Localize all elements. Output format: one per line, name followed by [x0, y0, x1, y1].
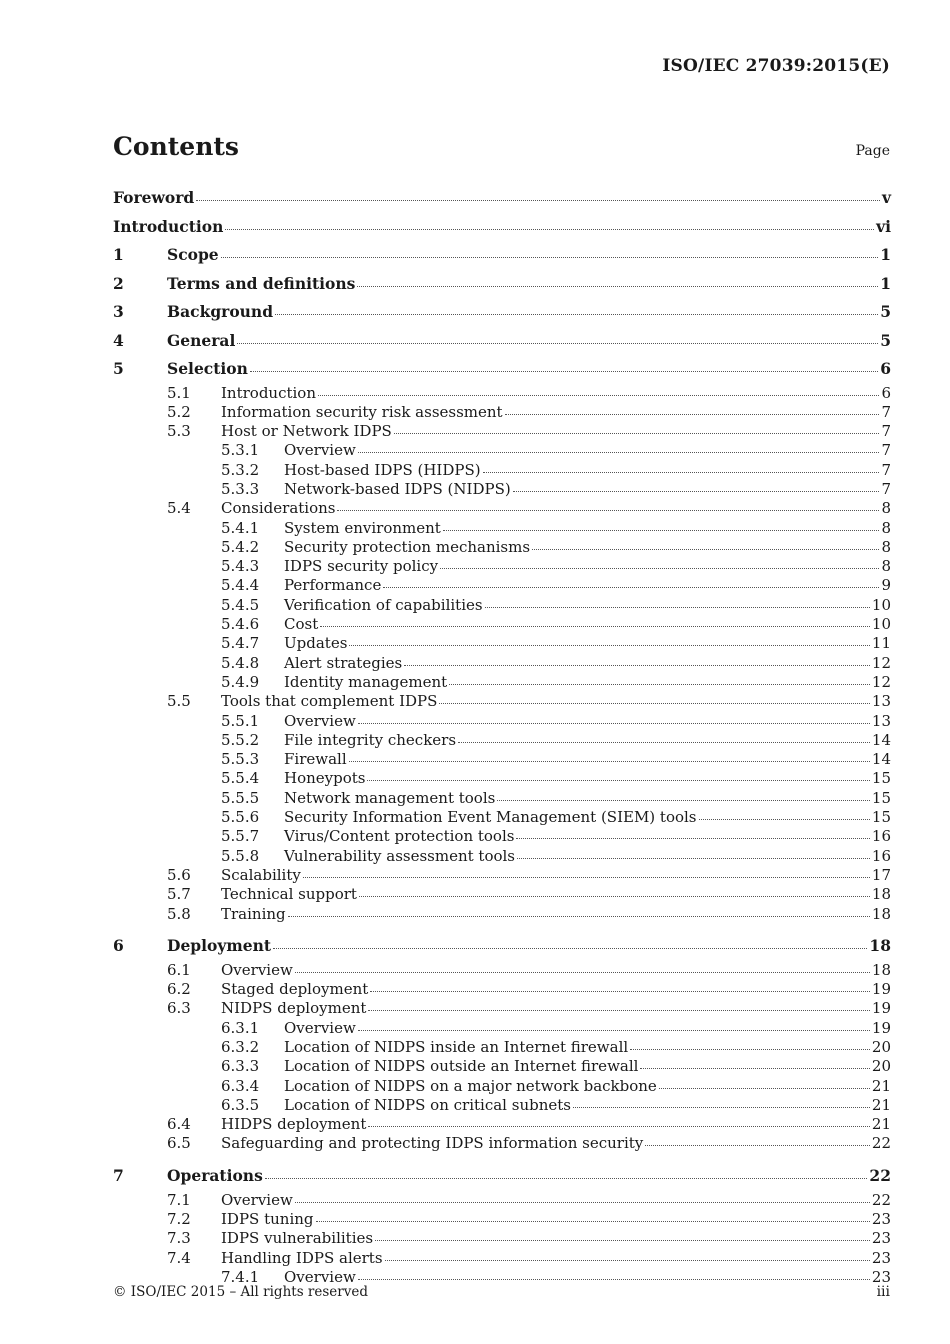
- footer-copyright: © ISO/IEC 2015 – All rights reserved: [113, 1284, 368, 1300]
- dot-leader: [505, 405, 880, 415]
- dot-leader: [513, 482, 880, 492]
- toc-entry-number: 5.5.6: [221, 808, 260, 827]
- toc-entry-title: Overview: [284, 1267, 356, 1286]
- toc-entry-page: 11: [871, 634, 891, 653]
- toc-entry-number: 5.8: [167, 904, 191, 923]
- toc-entry-title: IDPS security policy: [284, 557, 439, 576]
- toc-entry-number: 5.4.5: [221, 595, 260, 614]
- toc-entry[interactable]: [113, 1134, 891, 1153]
- toc-entry-title: Alert strategies: [284, 653, 403, 672]
- toc-entry-page: 19: [871, 999, 891, 1018]
- toc-entry-title: Scalability: [221, 865, 301, 884]
- toc-entry[interactable]: [113, 355, 891, 384]
- toc-entry[interactable]: [113, 1057, 891, 1076]
- toc-entry-number: 6.3.4: [221, 1076, 260, 1095]
- dot-leader: [645, 1136, 870, 1146]
- toc-entry-page: 17: [871, 865, 891, 884]
- dot-leader: [358, 1021, 870, 1031]
- toc-entry[interactable]: [113, 298, 891, 327]
- toc-entry[interactable]: [113, 1019, 891, 1038]
- page-column-label: Page: [855, 143, 890, 159]
- toc-entry-page: v: [881, 188, 891, 207]
- dot-leader: [316, 1212, 870, 1222]
- dot-leader: [265, 1169, 868, 1179]
- toc-entry-title: Updates: [284, 634, 348, 653]
- toc-entry-page: vi: [876, 216, 891, 236]
- toc-entry-title: Selection: [167, 359, 248, 378]
- dot-leader: [699, 810, 870, 820]
- toc-entry-number: 5.4.4: [221, 576, 260, 595]
- toc-entry-title: Training: [221, 904, 286, 923]
- toc-entry-page: 6: [880, 359, 891, 378]
- toc-entry-title: Identity management: [284, 672, 448, 691]
- dot-leader: [630, 1040, 870, 1050]
- toc-entry-number: 5.5.7: [221, 827, 260, 846]
- dot-leader: [250, 362, 878, 372]
- toc-entry[interactable]: [113, 1038, 891, 1057]
- dot-leader: [383, 578, 879, 588]
- toc-entry-page: 16: [871, 846, 891, 865]
- dot-leader: [367, 771, 869, 781]
- toc-entry-page: 13: [871, 692, 891, 711]
- toc-entry[interactable]: [113, 441, 891, 460]
- toc-entry-page: 18: [871, 960, 891, 979]
- toc-entry[interactable]: [113, 808, 891, 827]
- toc-entry-title: Network-based IDPS (NIDPS): [284, 479, 511, 498]
- page-title: Contents: [113, 132, 240, 161]
- toc-entry[interactable]: [113, 905, 891, 924]
- toc-entry-page: 23: [871, 1229, 891, 1248]
- toc-entry-number: 3: [113, 302, 124, 321]
- toc-entry-title: Terms and definitions: [167, 273, 356, 293]
- toc-entry-title: Staged deployment: [221, 980, 369, 999]
- toc-entry-title: Introduction: [221, 383, 316, 402]
- toc-entry-number: 6.3: [167, 999, 191, 1018]
- toc-entry-page: 7: [881, 479, 891, 498]
- toc-entry-title: Operations: [167, 1166, 263, 1186]
- toc-entry-title: General: [167, 330, 236, 350]
- dot-leader: [275, 305, 878, 315]
- dot-leader: [517, 849, 870, 859]
- toc-entry-title: Considerations: [221, 499, 336, 518]
- toc-entry-title: Tools that complement IDPS: [221, 692, 438, 711]
- document-id: ISO/IEC 27039:2015(E): [662, 56, 890, 76]
- toc-entry-page: 13: [871, 711, 891, 730]
- toc-entry-title: Location of NIDPS outside an Internet firewall: [284, 1057, 639, 1076]
- toc-entry-page: 20: [871, 1057, 891, 1076]
- toc-entry[interactable]: [113, 270, 891, 299]
- toc-entry-title: Safeguarding and protecting IDPS information security: [221, 1134, 644, 1153]
- toc-entry-page: 15: [871, 788, 891, 807]
- toc-entry[interactable]: [113, 461, 891, 480]
- toc-entry-page: 6: [881, 383, 891, 402]
- toc-entry[interactable]: [113, 615, 891, 634]
- dot-leader: [449, 675, 870, 685]
- toc-entry[interactable]: [113, 422, 891, 441]
- dot-leader: [349, 752, 870, 762]
- toc-entry-number: 5.4.1: [221, 518, 260, 537]
- toc-entry-page: 8: [881, 518, 891, 537]
- toc-entry-number: 6.2: [167, 980, 191, 999]
- dot-leader: [640, 1059, 869, 1069]
- toc-entry-number: 5.5.3: [221, 750, 260, 769]
- dot-leader: [295, 963, 870, 973]
- dot-leader: [358, 443, 880, 453]
- toc-entry-number: 5.4.2: [221, 537, 260, 556]
- toc-entry-number: 6.4: [167, 1115, 191, 1134]
- toc-entry[interactable]: [113, 480, 891, 499]
- toc-entry-page: 7: [881, 422, 891, 441]
- toc-entry[interactable]: [113, 596, 891, 615]
- footer-page-number: iii: [876, 1284, 890, 1300]
- toc-entry-number: 5.3.3: [221, 479, 260, 498]
- toc-entry-page: 1: [880, 273, 891, 293]
- toc-entry-title: Overview: [284, 441, 356, 460]
- toc-entry-title: Overview: [221, 960, 293, 979]
- toc-entry-page: 22: [871, 1134, 891, 1153]
- toc-entry-number: 1: [113, 245, 124, 264]
- toc-entry[interactable]: [113, 213, 891, 242]
- toc-entry-page: 5: [880, 330, 891, 350]
- toc-entry[interactable]: [113, 184, 891, 213]
- toc-entry-page: 9: [881, 576, 891, 595]
- toc-entry-page: 19: [871, 1018, 891, 1037]
- toc-entry-title: Location of NIDPS inside an Internet firewall: [284, 1038, 629, 1056]
- toc-entry-title: Overview: [284, 711, 356, 730]
- toc-entry[interactable]: [113, 750, 891, 769]
- toc-entry[interactable]: [113, 866, 891, 885]
- toc-entry-title: HIDPS deployment: [221, 1115, 367, 1134]
- dot-leader: [368, 1117, 870, 1127]
- dot-leader: [349, 636, 870, 646]
- toc-entry-page: 23: [871, 1267, 891, 1286]
- toc-entry-title: Vulnerability assessment tools: [284, 846, 515, 865]
- toc-entry-title: Firewall: [284, 750, 347, 769]
- toc-entry[interactable]: [113, 712, 891, 731]
- toc-entry[interactable]: [113, 731, 891, 750]
- dot-leader: [221, 248, 879, 258]
- dot-leader: [385, 1251, 870, 1261]
- toc-entry[interactable]: [113, 1191, 891, 1210]
- toc-entry-title: System environment: [284, 518, 441, 537]
- toc-entry-title: Host-based IDPS (HIDPS): [284, 460, 481, 479]
- toc-entry[interactable]: [113, 885, 891, 904]
- toc-entry[interactable]: [113, 634, 891, 653]
- toc-entry-page: 12: [871, 653, 891, 672]
- toc-entry[interactable]: [113, 932, 891, 961]
- dot-leader: [337, 501, 879, 511]
- toc-entry-title: Security Information Event Management (SIEM) tools: [284, 808, 697, 827]
- toc-entry-page: 7: [881, 441, 891, 460]
- toc-entry-page: 20: [871, 1038, 891, 1056]
- dot-leader: [273, 939, 867, 949]
- toc-entry-number: 7.4: [167, 1248, 191, 1267]
- toc-entry-number: 7.3: [167, 1229, 191, 1248]
- toc-entry-title: Introduction: [113, 216, 224, 236]
- toc-entry-number: 5.4.6: [221, 615, 260, 634]
- toc-entry[interactable]: [113, 1210, 891, 1229]
- dot-leader: [318, 386, 879, 396]
- toc-entry[interactable]: [113, 499, 891, 518]
- toc-entry-page: 7: [881, 402, 891, 421]
- toc-entry[interactable]: [113, 1229, 891, 1248]
- toc-entry-page: 16: [871, 827, 891, 846]
- toc-entry-page: 18: [871, 904, 891, 923]
- toc-entry-page: 8: [881, 557, 891, 576]
- toc-entry-page: 8: [881, 499, 891, 518]
- toc-entry-number: 5.3.2: [221, 460, 260, 479]
- dot-leader: [358, 1270, 870, 1280]
- toc-entry[interactable]: [113, 1077, 891, 1096]
- toc-entry-number: 6.5: [167, 1134, 191, 1153]
- toc-entry-title: NIDPS deployment: [221, 999, 367, 1018]
- dot-leader: [573, 1098, 870, 1108]
- toc-entry-number: 5.5: [167, 692, 191, 711]
- toc-entry-number: 5.6: [167, 865, 191, 884]
- dot-leader: [370, 982, 870, 992]
- dot-leader: [196, 191, 880, 201]
- toc-entry-title: Information security risk assessment: [221, 402, 503, 421]
- dot-leader: [375, 1231, 870, 1241]
- toc-entry-page: 14: [871, 750, 891, 769]
- toc-entry-title: Deployment: [167, 936, 272, 956]
- toc-entry-title: Location of NIDPS on a major network backbone: [284, 1076, 657, 1095]
- toc-entry-number: 6: [113, 936, 124, 956]
- toc-entry-number: 7: [113, 1166, 124, 1186]
- toc-entry-number: 5.4.8: [221, 653, 260, 672]
- dot-leader: [458, 733, 870, 743]
- toc-entry[interactable]: [113, 654, 891, 673]
- toc-entry[interactable]: [113, 241, 891, 270]
- toc-entry-title: Scope: [167, 245, 219, 264]
- toc-entry-page: 21: [871, 1076, 891, 1095]
- toc-entry[interactable]: [113, 999, 891, 1018]
- toc-entry-title: IDPS tuning: [221, 1210, 314, 1229]
- toc-entry[interactable]: [113, 403, 891, 422]
- toc-entry-number: 5.5.2: [221, 730, 260, 749]
- toc-entry[interactable]: [113, 519, 891, 538]
- toc-entry-title: Foreword: [113, 188, 195, 207]
- toc-entry-page: 10: [871, 615, 891, 634]
- toc-entry-title: Technical support: [221, 885, 357, 904]
- toc-entry[interactable]: [113, 538, 891, 557]
- toc-entry-number: 5.5.8: [221, 846, 260, 865]
- toc-entry[interactable]: [113, 673, 891, 692]
- toc-entry-number: 5.4.3: [221, 557, 260, 576]
- toc-entry-number: 5: [113, 359, 124, 378]
- toc-entry-page: 12: [871, 672, 891, 691]
- toc-entry-number: 7.4.1: [221, 1267, 260, 1286]
- dot-leader: [358, 714, 870, 724]
- toc-entry[interactable]: [113, 789, 891, 808]
- toc-entry[interactable]: [113, 1115, 891, 1134]
- toc-entry-page: 8: [881, 537, 891, 556]
- toc-entry-number: 7.1: [167, 1190, 191, 1209]
- dot-leader: [320, 617, 870, 627]
- dot-leader: [303, 868, 870, 878]
- toc-entry[interactable]: [113, 827, 891, 846]
- table-of-contents: [113, 184, 891, 1287]
- toc-entry[interactable]: [113, 692, 891, 711]
- toc-entry[interactable]: [113, 576, 891, 595]
- toc-entry-title: Overview: [221, 1190, 293, 1209]
- toc-entry-page: 23: [871, 1210, 891, 1229]
- toc-entry[interactable]: [113, 1096, 891, 1115]
- dot-leader: [440, 559, 879, 569]
- toc-entry-number: 5.3: [167, 422, 191, 441]
- toc-entry[interactable]: [113, 557, 891, 576]
- toc-entry-page: 22: [871, 1190, 891, 1209]
- toc-entry[interactable]: [113, 1249, 891, 1268]
- toc-entry-number: 5.4: [167, 499, 191, 518]
- toc-entry-number: 6.1: [167, 960, 191, 979]
- toc-entry-page: 5: [880, 302, 891, 321]
- toc-entry-page: 1: [880, 245, 891, 264]
- dot-leader: [237, 333, 878, 343]
- toc-entry-number: 6.3.5: [221, 1095, 260, 1114]
- toc-entry-number: 5.7: [167, 885, 191, 904]
- toc-entry-number: 5.3.1: [221, 441, 260, 460]
- toc-entry[interactable]: [113, 327, 891, 356]
- dot-leader: [659, 1079, 870, 1089]
- dot-leader: [439, 694, 870, 704]
- toc-entry-title: Security protection mechanisms: [284, 537, 531, 556]
- toc-entry-title: Background: [167, 302, 274, 321]
- dot-leader: [516, 829, 869, 839]
- dot-leader: [357, 276, 878, 286]
- dot-leader: [394, 424, 880, 434]
- toc-entry-page: 15: [871, 808, 891, 827]
- toc-entry-page: 21: [871, 1095, 891, 1114]
- toc-entry-number: 5.4.7: [221, 634, 260, 653]
- toc-entry-number: 5.4.9: [221, 672, 260, 691]
- toc-entry-page: 15: [871, 769, 891, 788]
- toc-entry-title: Honeypots: [284, 769, 366, 788]
- dot-leader: [497, 791, 870, 801]
- toc-entry-number: 6.3.1: [221, 1018, 260, 1037]
- toc-entry-number: 2: [113, 273, 124, 293]
- toc-entry-number: 5.5.4: [221, 769, 260, 788]
- toc-entry-page: 14: [871, 730, 891, 749]
- dot-leader: [288, 907, 870, 917]
- toc-entry-title: IDPS vulnerabilities: [221, 1229, 374, 1248]
- dot-leader: [532, 540, 879, 550]
- toc-entry-title: Network management tools: [284, 788, 496, 807]
- toc-entry[interactable]: [113, 961, 891, 980]
- toc-entry-page: 18: [871, 885, 891, 904]
- toc-entry-title: File integrity checkers: [284, 730, 457, 749]
- toc-entry-number: 7.2: [167, 1210, 191, 1229]
- toc-entry-title: Performance: [284, 576, 382, 595]
- toc-entry-page: 7: [881, 460, 891, 479]
- dot-leader: [368, 1001, 870, 1011]
- dot-leader: [225, 219, 874, 229]
- toc-entry-title: Handling IDPS alerts: [221, 1248, 383, 1267]
- toc-entry[interactable]: [113, 769, 891, 788]
- toc-entry-page: 21: [871, 1115, 891, 1134]
- dot-leader: [404, 656, 870, 666]
- toc-entry-number: 4: [113, 330, 124, 350]
- toc-entry-number: 5.5.1: [221, 711, 260, 730]
- dot-leader: [485, 598, 870, 608]
- toc-entry-title: Verification of capabilities: [284, 595, 483, 614]
- toc-entry-title: Host or Network IDPS: [221, 422, 392, 441]
- toc-entry[interactable]: [113, 384, 891, 403]
- toc-entry-title: Virus/Content protection tools: [284, 827, 515, 846]
- toc-entry-number: 5.5.5: [221, 788, 260, 807]
- dot-leader: [295, 1193, 870, 1203]
- toc-entry[interactable]: [113, 1162, 891, 1191]
- toc-entry-title: Overview: [284, 1018, 356, 1037]
- dot-leader: [359, 887, 870, 897]
- toc-entry-page: 18: [869, 936, 891, 956]
- toc-entry[interactable]: [113, 847, 891, 866]
- toc-entry-page: 10: [871, 595, 891, 614]
- toc-entry-title: Cost: [284, 615, 319, 634]
- toc-entry-page: 23: [871, 1248, 891, 1267]
- toc-entry-title: Location of NIDPS on critical subnets: [284, 1095, 571, 1114]
- toc-entry-number: 5.2: [167, 402, 191, 421]
- toc-entry-page: 19: [871, 980, 891, 999]
- toc-entry[interactable]: [113, 980, 891, 999]
- toc-entry-number: 6.3.3: [221, 1057, 260, 1076]
- toc-entry-page: 22: [869, 1166, 891, 1186]
- dot-leader: [483, 463, 880, 473]
- dot-leader: [443, 521, 880, 531]
- toc-entry-number: 5.1: [167, 383, 191, 402]
- toc-entry-number: 6.3.2: [221, 1038, 260, 1056]
